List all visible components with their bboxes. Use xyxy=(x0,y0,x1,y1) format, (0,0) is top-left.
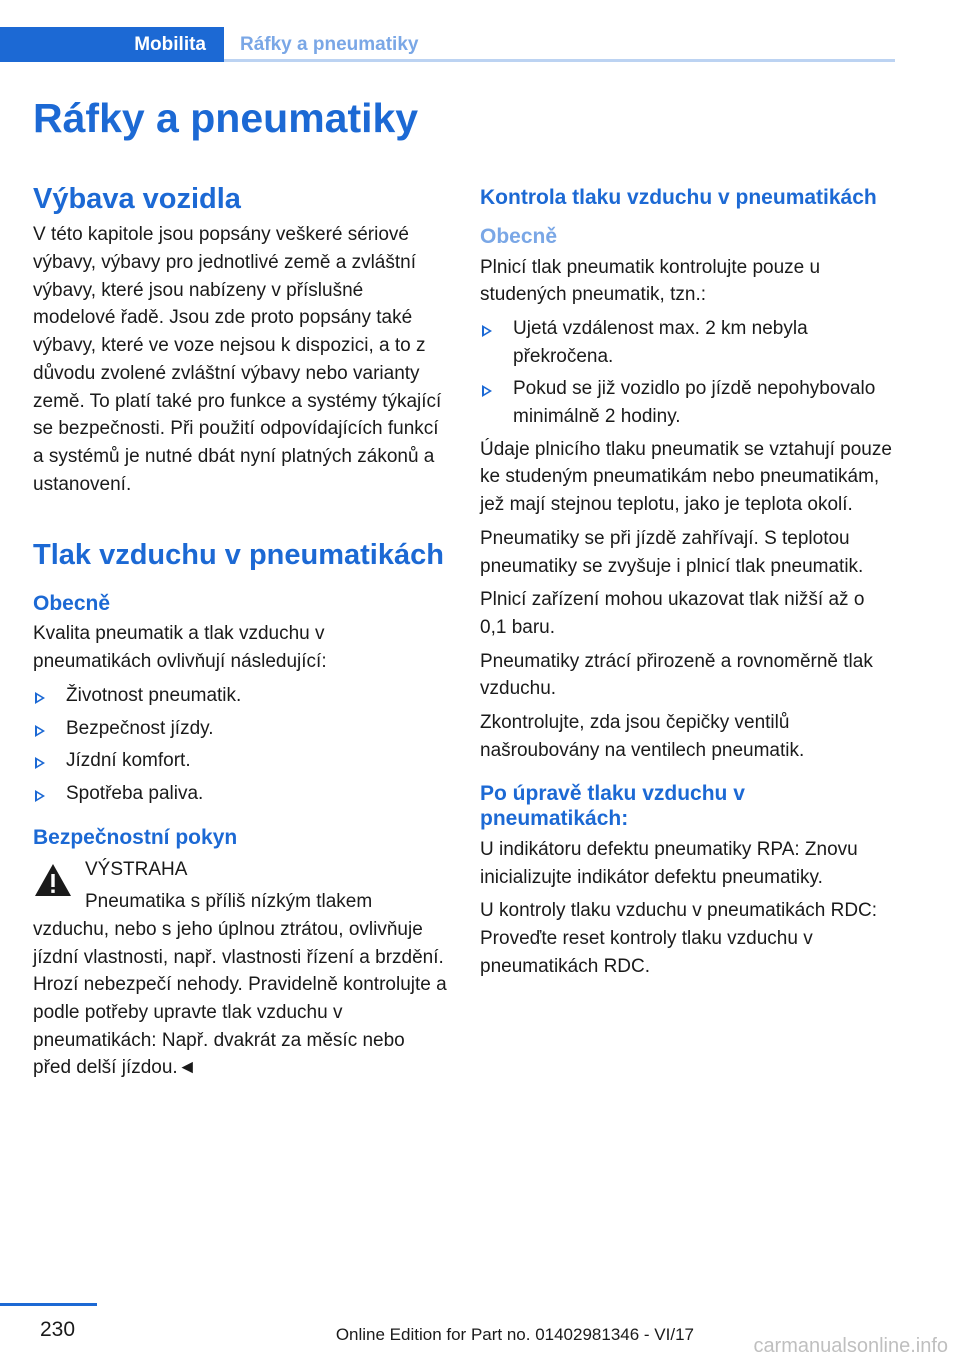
warning-triangle-icon xyxy=(33,862,73,898)
paragraph-warming: Pneumatiky se při jízdě zahřívají. S teplotou pneumatiky se zvyšuje i plnicí tlak pneumatik. xyxy=(480,527,864,577)
after-adjust-heading: Po úpravě tlaku vzduchu v pneumatikách: xyxy=(480,782,745,831)
paragraph-filling-devices: Plnicí zařízení mohou ukazovat tlak nižší až o 0,1 baru. xyxy=(480,589,865,638)
safety-heading: Bezpečnostní pokyn xyxy=(33,825,238,849)
triangle-bullet-icon xyxy=(482,385,492,397)
edition-note: Online Edition for Part no. 01402981346 - VI/17 xyxy=(335,1325,694,1344)
intro-text: Plnicí tlak pneumatik kontrolujte pouze u studených pneumatik, tzn.: xyxy=(480,256,821,306)
warning-block xyxy=(33,856,448,1082)
equipment-heading: Výbava vozidla xyxy=(33,183,241,215)
list-item: Bezpečnost jízdy. xyxy=(33,715,448,743)
section-tab[interactable]: Ráfky a pneumatiky xyxy=(240,33,419,55)
watermark: carmanualsonline.info xyxy=(753,1335,948,1357)
triangle-bullet-icon xyxy=(35,790,45,802)
page-number: 230 xyxy=(40,1318,76,1341)
paragraph-rdc: U kontroly tlaku vzduchu v pneumatikách RDC: Proveďte reset kontroly tlaku vzduchu v pneumatikách RDC. xyxy=(480,900,878,977)
triangle-bullet-icon xyxy=(482,325,492,337)
page-title: Ráfky a pneumatiky xyxy=(33,95,419,141)
paragraph-pressure-loss: Pneumatiky ztrácí přirozeně a rovnoměrně tlak vzduchu. xyxy=(480,650,873,700)
triangle-bullet-icon xyxy=(35,692,45,704)
list-item: Jízdní komfort. xyxy=(33,747,448,775)
equipment-text: V této kapitole jsou popsány veškeré sériové výbavy, výbavy pro jednotlivé země a zvláštní výbavy, které jsou nabízeny v příslušné modelové řadě. Jsou zde proto popsány také výbavy, které ve voze nejsou k dispozici, a to z důvodu zvolené zvláštní výbavy nebo varianty země. To platí také pro funkce a systémy týkající se bezpečnosti. Při použití odpovídajících funkcí a systémů je nutné dbát nyní platných zákonů a ustanovení. xyxy=(33,224,442,495)
list-item: Životnost pneumatik. xyxy=(33,682,448,710)
left-column xyxy=(33,184,448,1082)
right-column xyxy=(480,186,895,987)
header-rule xyxy=(224,59,895,62)
factors-list xyxy=(33,682,448,808)
tire-pressure-heading: Tlak vzduchu v pneumatikách xyxy=(33,539,444,572)
cold-tire-list xyxy=(480,315,895,431)
chapter-tab[interactable]: Mobilita xyxy=(0,27,224,62)
paragraph-cold-tires: Údaje plnicího tlaku pneumatik se vztahují pouze ke studeným pneumatikám nebo pneumatikám, jež mají stejnou teplotu, jako je teplota okolí. xyxy=(480,438,892,516)
general-heading-right: Obecně xyxy=(480,224,558,248)
list-item: Pokud se již vozidlo po jízdě nepohybovalo minimálně 2 hodiny. xyxy=(480,375,895,430)
list-item: Spotřeba paliva. xyxy=(33,780,448,808)
paragraph-rpa: U indikátoru defektu pneumatiky RPA: Znovu inicializujte indikátor defektu pneumatiky. xyxy=(480,839,858,888)
warning-title: VÝSTRAHA xyxy=(85,859,188,881)
warning-text: Pneumatika s příliš nízkým tlakem vzduchu, nebo s jeho úplnou ztrátou, ovlivňuje jízdní vlastnosti, např. vlastnosti řízení a brzdění. Hrozí nebezpečí nehody. Pravidelně kontrolujte a podle potřeby upravte tlak vzduchu v pneumatikách: Např. dvakrát za měsíc nebo před delší jízdou.◄ xyxy=(33,891,447,1079)
list-item: Ujetá vzdálenost max. 2 km nebyla překročena. xyxy=(480,315,895,370)
general-text-left: Kvalita pneumatik a tlak vzduchu v pneumatikách ovlivňují následující: xyxy=(33,623,327,673)
general-heading-left: Obecně xyxy=(33,591,111,615)
triangle-bullet-icon xyxy=(35,757,45,769)
footer-rule xyxy=(0,1303,97,1306)
triangle-bullet-icon xyxy=(35,725,45,737)
pressure-check-heading: Kontrola tlaku vzduchu v pneumatikách xyxy=(480,186,877,209)
header-bar xyxy=(0,27,895,62)
paragraph-valve-caps: Zkontrolujte, zda jsou čepičky ventilů našroubovány na ventilech pneumatik. xyxy=(480,712,805,761)
